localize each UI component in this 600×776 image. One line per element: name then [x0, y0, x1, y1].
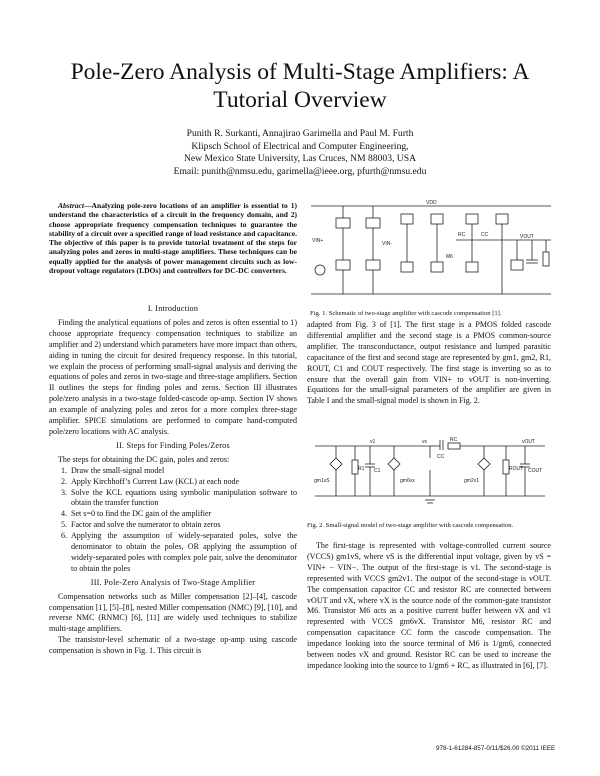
fig2-label: vOUT [522, 439, 536, 445]
abstract-lead: Abstract [58, 201, 84, 210]
figure-2-small-signal-model [310, 436, 550, 516]
copyright-footer: 978-1-61284-857-0/11/$26.00 ©2011 IEEE [436, 745, 556, 752]
right-paragraph-1: adapted from Fig. 3 of [1]. The first stage is a PMOS folded cascode differential amplifier and the second stage is a PMOS common-source amplifier. The transconductance, output resistance and lumped parasitic capacitance of the first and second stage are represented by gm1, gm2, R1, ROUT, C1 and COUT respectively. The first stage is inverting so as to ensure that the overall gain from VIN+ to vOUT is non-inverting. Equations for the small-signal parameters of the amplifier are given in Table I and the small-signal model is shown in Fig. 2. [307, 320, 551, 406]
section-3-heading: III. Pole-Zero Analysis of Two-Stage Amplifier [90, 577, 256, 587]
fig1-label: VIN+ [312, 238, 324, 244]
fig2-label: gm6vx [400, 478, 415, 484]
fig2-label: C1 [374, 468, 381, 474]
list-item: 3. Solve the KCL equations using symbolic manipulation software to obtain the transfer function [69, 488, 297, 510]
left-column [49, 301, 297, 657]
fig1-label: VIN- [382, 241, 392, 247]
fig1-label: RC [458, 232, 466, 238]
affiliation-line-2: New Mexico State University, Las Cruces, NM 88003, USA [184, 153, 416, 165]
list-item: 6. Applying the assumption of widely-separated poles, solve the denominator to obtain the poles, OR applying the assumption of widely-separated poles with complex pole pair, solve the denominator to obtain the poles [69, 531, 297, 575]
fig2-label: vx [422, 439, 427, 445]
fig1-label: M6 [446, 254, 453, 260]
figure-1-schematic [306, 200, 556, 300]
authors: Punith R. Surkanti, Annajirao Garimella and Paul M. Furth [186, 128, 414, 139]
list-item: 2. Apply Kirchhoff’s Current Law (KCL) at each node [69, 477, 297, 488]
abstract-body: —Analyzing pole-zero locations of an amplifier is essential to 1) understand the characteristics of a circuit in the frequency domain, and 2) choose appropriate frequency compensation techniques to guarantee the stability of a circuit over a specified range of load resistance and capacitance. The objective of this paper is to provide tutorial treatment of the steps for analyzing poles and zeros in multi-stage amplifiers. These techniques can be equally applied for the analysis of power management circuits such as low-dropout voltage regulators (LDOs) and controllers for DC-DC converters. [49, 201, 297, 276]
section-1-heading: I. Introduction [147, 304, 199, 313]
affiliation-line-1: Klipsch School of Electrical and Computer Engineering, [191, 140, 409, 152]
abstract [49, 201, 297, 275]
paper-title: Pole-Zero Analysis of Multi-Stage Amplifiers: A Tutorial Overview [70, 59, 530, 113]
fig1-label: CC [481, 232, 489, 238]
fig2-label: ROUT [509, 466, 524, 472]
fig2-label: gm2v1 [464, 478, 480, 484]
figure-2-caption: Fig. 2. Small-signal model of two-stage amplifier with cascode compensation. [307, 522, 514, 529]
fig2-label: gm1vS [314, 478, 330, 484]
list-item: 5. Factor and solve the numerator to obtain zeros [69, 520, 297, 531]
list-item: 4. Set s=0 to find the DC gain of the amplifier [69, 509, 297, 520]
email-line: Email: punith@nmsu.edu, garimella@ieee.org, pfurth@nmsu.edu [173, 165, 427, 177]
right-column-bottom [307, 541, 551, 672]
fig1-label: VOUT [520, 234, 534, 240]
right-column-top [307, 320, 551, 407]
fig2-label: v1 [370, 439, 376, 445]
section-3-paragraph-2: The transistor-level schematic of a two-stage op-amp using cascode compensation is shown in Fig. 1. This circuit is [49, 635, 297, 656]
author-block [40, 128, 560, 178]
section-2-intro: The steps for obtaining the DC gain, poles and zeros: [58, 454, 230, 464]
fig2-label: RC [450, 437, 458, 443]
section-2-heading: II. Steps for Finding Poles/Zeros [116, 440, 230, 450]
right-paragraph-2: The first-stage is represented with voltage-controlled current source (VCCS) gm1vS, where vS is the differential input voltage, given by vS = VIN+ − VIN−. The output of the first-stage is v1. The second-stage is represented with VCCS gm2v1. The output of the second-stage is vOUT. The compensation capacitor CC and resistor RC are connected between vOUT and vX, where vX is the source node of the common-gate transistor M6. Transistor M6 acts as a positive current buffer between vX and v1 represented with VCCS gm6vX. Transistor M6, resistor RC and compensation capacitance CC form the cascode compensation. The impedance looking into the source terminal of M6 is 1/gm6, connected between nodes vX and ground. Resistor RC can be used to increase the impedance looking into the source to 1/gm6 + RC, as illustrated in [6], [7]. [307, 541, 551, 670]
section-1-paragraph: Finding the analytical equations of poles and zeros is often essential to 1) choose appropriate frequency compensation techniques to stabilize an amplifier and 2) understand which parameters have more impact than others, aiding in tuning the circuit for desired frequency response. In this tutorial, we explain the process of performing small-signal analysis and deriving the equations of poles and zeros in two-stage and three-stage amplifiers. Section II outlines the steps for finding poles and zeros. Section III illustrates pole/zero analysis in a two-stage folded-cascode op-amp. Section IV shows an example of analyzing poles and zeros for a more complex three-stage amplifier. SPICE simulations are performed to compare hand-computed pole/zero locations with AC analysis. [49, 317, 297, 436]
fig1-label: VDD [426, 200, 437, 206]
fig2-label: CC [437, 454, 445, 460]
list-item: 1. Draw the small-signal model [69, 466, 297, 477]
fig2-label: R1 [358, 466, 365, 472]
steps-list [49, 466, 297, 575]
fig2-label: COUT [528, 468, 543, 474]
figure-1-caption: Fig. 1. Schematic of two-stage amplifier with cascode compensation [1]. [310, 310, 502, 317]
section-3-paragraph-1: Compensation networks such as Miller compensation [2]–[4], cascode compensation [1], [5]–[8], nested Miller compensation (NMC) [9], [10], and reverse NMC (RNMC) [6], [11] are widely used techniques to stabilize multi-stage amplifiers. [49, 591, 297, 634]
